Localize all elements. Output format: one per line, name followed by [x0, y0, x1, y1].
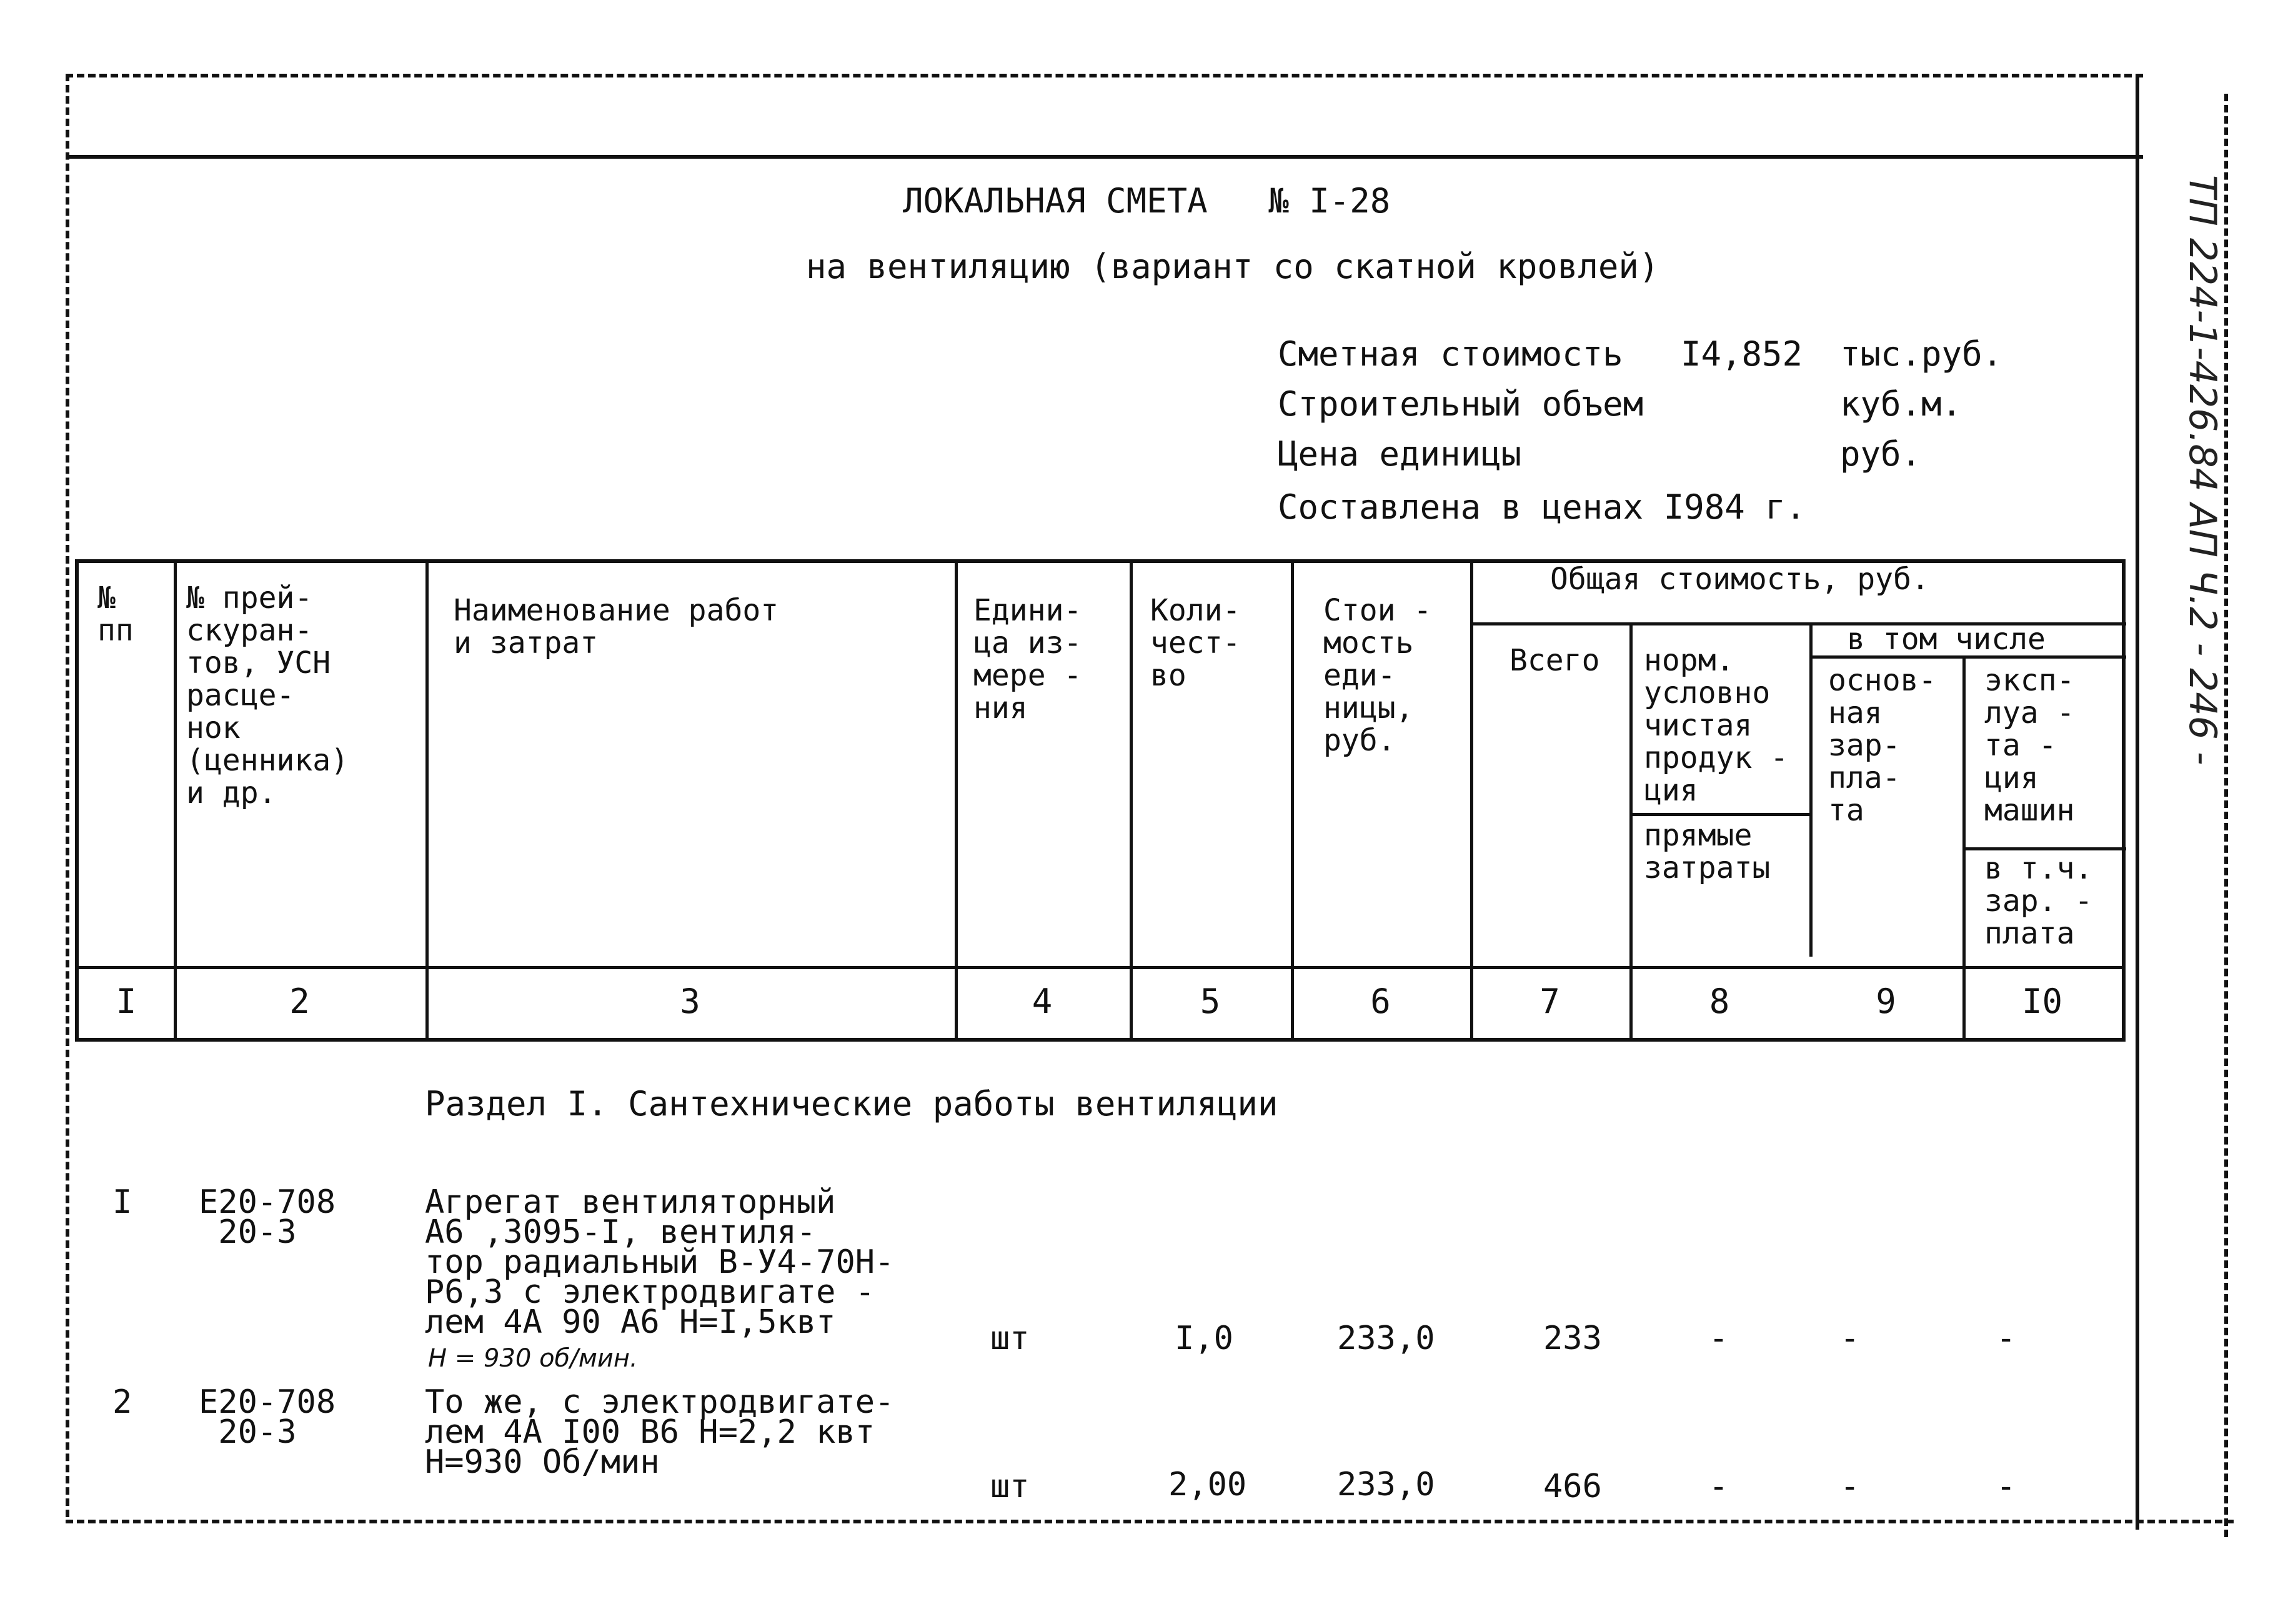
col-number-8: 8: [1709, 982, 1730, 1021]
header-group-total-cost: Общая стоимость, руб.: [1550, 562, 1929, 597]
row-2-col8: -: [1709, 1468, 1729, 1505]
header-col-8b: прямые затраты: [1644, 818, 1771, 885]
summary-unit-unit-price: руб.: [1840, 434, 1922, 474]
row-2-unit: шт: [990, 1468, 1030, 1505]
frame-left-border: [66, 74, 69, 1517]
header-col-4: Едини- ца из- мере - ния: [973, 593, 1082, 725]
row-2-name: То же, с электродвигате- лем 4А I00 В6 Н=2,2 квт Н=930 Об/мин: [425, 1383, 895, 1481]
summary-label-cost: Сметная стоимость: [1278, 334, 1623, 374]
document-code-stamp: ТП 224-1-426.84 АП Ч.2 - 246 -: [2181, 175, 2224, 765]
header-col-9: основ- ная зар- пла- та: [1828, 663, 1937, 828]
section-title: Раздел I. Сантехнические работы вентиляции: [425, 1084, 1278, 1123]
header-col-7: Всего: [1510, 643, 1600, 678]
col-number-10: I0: [2021, 982, 2063, 1021]
doc-number: № I-28: [1268, 181, 1391, 221]
header-col-5: Коли- чест- во: [1150, 593, 1241, 693]
row-2-code: Е20-708 20-3: [199, 1383, 336, 1451]
row-1-col10: -: [1996, 1320, 2016, 1357]
doc-title-text: ЛОКАЛЬНАЯ СМЕТА: [903, 181, 1208, 221]
col-number-2: 2: [289, 982, 310, 1021]
header-col-8a: норм. условно чистая продук - ция: [1644, 643, 1789, 808]
header-col-2: № прей- скуран- тов, УСН расце- нок (ценника) и др.: [186, 580, 349, 810]
row-2-number: 2: [112, 1383, 132, 1421]
estimate-table-header: [75, 559, 2126, 1042]
col-number-4: 4: [1032, 982, 1053, 1021]
row-1-code: Е20-708 20-3: [199, 1183, 336, 1251]
col-divider: [1629, 622, 1633, 1038]
header-col-10a: эксп- луа - та - ция машин: [1984, 663, 2075, 828]
col-number-6: 6: [1370, 982, 1391, 1021]
frame-bottom-border: [66, 1520, 2234, 1523]
row-2-col9: -: [1840, 1468, 1860, 1505]
col-number-1: I: [116, 982, 137, 1021]
col-number-3: 3: [680, 982, 700, 1021]
header-including: в том числе: [1847, 622, 2046, 657]
row-divider: [1962, 847, 2126, 850]
col-divider: [1962, 655, 1966, 1038]
summary-label-unit-price: Цена единицы: [1278, 434, 1522, 474]
frame-far-right-border: [2224, 94, 2228, 1537]
frame-right-rule: [2136, 74, 2139, 1530]
col-divider: [2122, 622, 2125, 1038]
summary-value-cost: I4,852: [1681, 334, 1803, 374]
frame-header-line: [69, 155, 2143, 159]
row-1-col9: -: [1840, 1320, 1860, 1357]
row-2-qty: 2,00: [1168, 1466, 1247, 1503]
summary-unit-volume: куб.м.: [1840, 384, 1962, 424]
header-col-1: № пп: [97, 580, 134, 648]
col-number-7: 7: [1539, 982, 1560, 1021]
summary-label-prices-year: Составлена в ценах I984 г.: [1278, 487, 1806, 527]
row-1-note: Н = 930 об/мин.: [428, 1344, 638, 1373]
row-1-total: 233: [1543, 1320, 1602, 1357]
col-divider: [1809, 622, 1813, 957]
doc-title: [903, 181, 1390, 221]
row-2-total: 466: [1543, 1468, 1602, 1505]
header-col-3: Наименование работ и затрат: [454, 593, 779, 660]
row-2-price: 233,0: [1337, 1466, 1435, 1503]
row-divider: [79, 966, 2122, 969]
header-col-10b: в т.ч. зар. - плата: [1984, 851, 2093, 951]
summary-unit-cost: тыс.руб.: [1840, 334, 2003, 374]
row-2-col10: -: [1996, 1468, 2016, 1505]
frame-top-border: [66, 74, 2143, 77]
row-1-price: 233,0: [1337, 1320, 1435, 1357]
row-divider: [1629, 813, 1809, 816]
doc-subtitle: на вентиляцию (вариант со скатной кровлей): [806, 247, 1659, 286]
summary-label-volume: Строительный объем: [1278, 384, 1644, 424]
row-1-name: Агрегат вентиляторный А6 ,3095-I, вентиля- тор радиальный В-У4-70Н- Р6,3 с электродвигате - лем 4А 90 А6 Н=I,5квт: [425, 1183, 895, 1341]
row-1-unit: шт: [990, 1320, 1030, 1357]
row-1-col8: -: [1709, 1320, 1729, 1357]
header-col-6: Стои - мость еди- ницы, руб.: [1323, 593, 1432, 758]
row-1-number: I: [112, 1183, 132, 1221]
row-1-qty: I,0: [1175, 1320, 1233, 1357]
col-number-5: 5: [1200, 982, 1221, 1021]
col-number-9: 9: [1876, 982, 1896, 1021]
